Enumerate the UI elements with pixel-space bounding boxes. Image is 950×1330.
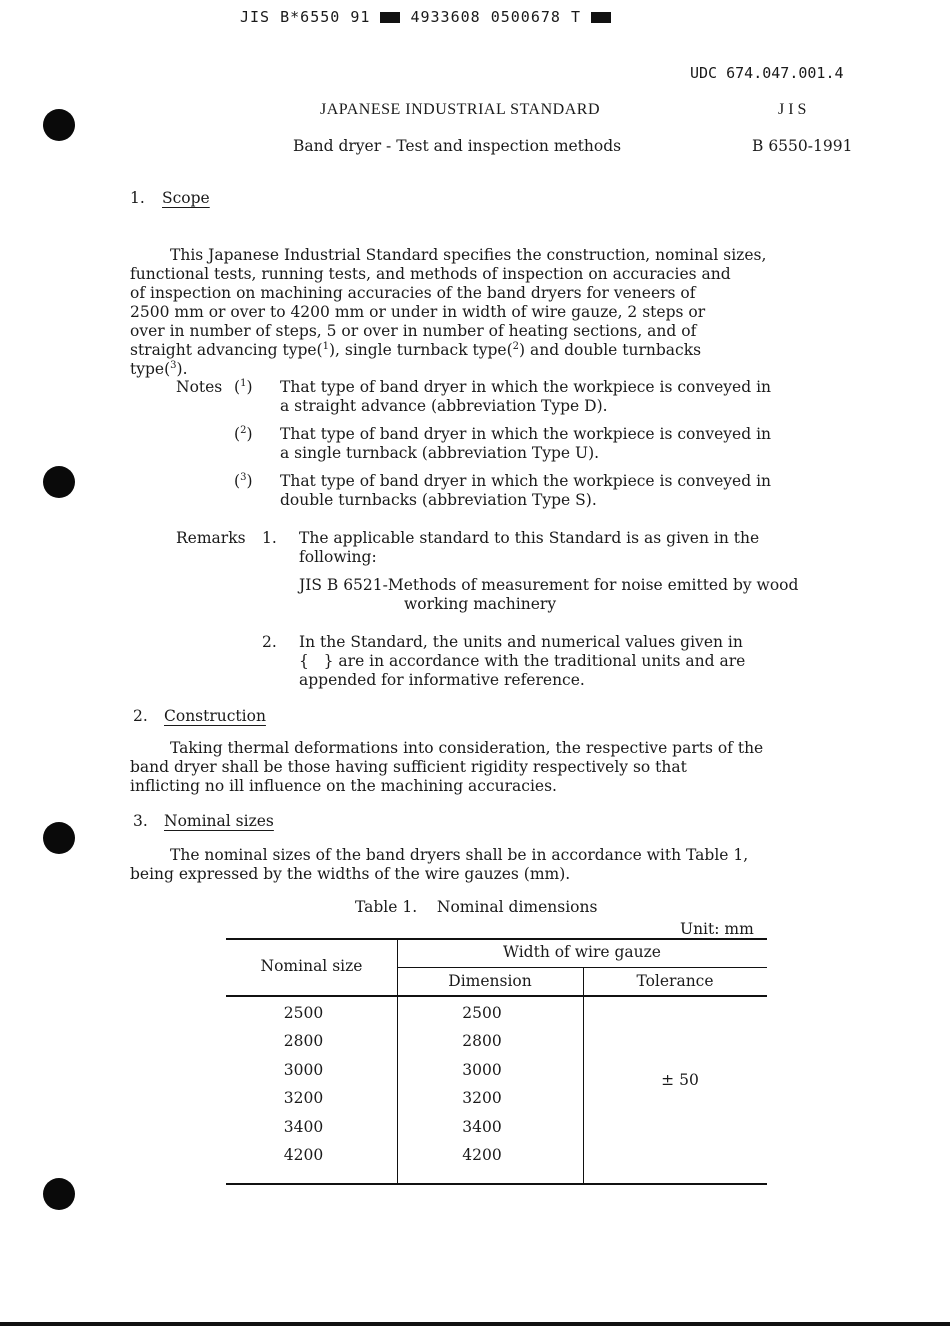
cell-dimension: 2800 [462, 1032, 502, 1050]
section3-heading: Nominal sizes [164, 812, 274, 830]
note-mark-number: 1 [240, 377, 247, 389]
note-line: double turnbacks (abbreviation Type S). [280, 491, 597, 509]
cell-tolerance: ± 50 [661, 1071, 699, 1089]
section3-number: 3. [133, 812, 148, 830]
caption-number: Table 1. [355, 898, 418, 916]
para-line: This Japanese Industrial Standard specifies the construction, nominal sizes, [170, 246, 767, 264]
note-text [280, 472, 771, 510]
reference-line: working machinery [404, 595, 557, 613]
remark1-number: 1. [262, 529, 277, 547]
footnote-ref: 2 [512, 340, 520, 352]
note-mark: ($^2$) [234, 424, 253, 443]
header-code-line [240, 8, 611, 26]
document-title: Band dryer - Test and inspection methods [293, 137, 622, 155]
note-text [280, 425, 771, 463]
text-run: type( [130, 360, 171, 378]
cell-nominal: 4200 [283, 1146, 324, 1164]
remark1-reference [299, 576, 798, 614]
note-mark: ($^3$) [234, 471, 253, 490]
udc-number: UDC 674.047.001.4 [690, 64, 844, 82]
footnote-ref: 1 [322, 340, 329, 352]
page-bottom-edge [0, 1322, 950, 1326]
cell-dimension: 2500 [462, 1004, 502, 1022]
section1-number: 1. [130, 189, 145, 207]
col-header-nominal: Nominal size [260, 957, 363, 975]
text-run: ). [176, 360, 188, 378]
remark-line: { } are in accordance with the traditional units and are [299, 652, 746, 670]
para-line [130, 341, 766, 360]
para-line: of inspection on machining accuracies of the band dryers for veneers of [130, 284, 696, 302]
punch-hole-3 [43, 822, 75, 854]
remark-line: following: [299, 548, 377, 566]
note-text [280, 378, 771, 416]
note-line: a single turnback (abbreviation Type U). [280, 444, 600, 462]
table1-caption [355, 898, 597, 917]
note-line: That type of band dryer in which the workpiece is conveyed in [280, 425, 772, 443]
note-line: That type of band dryer in which the workpiece is conveyed in [280, 472, 772, 490]
text-run: straight advancing type( [130, 341, 323, 359]
para-line: Taking thermal deformations into consideration, the respective parts of the [170, 739, 764, 757]
table-vrule-2 [583, 967, 584, 1184]
para-line: The nominal sizes of the band dryers shall be in accordance with Table 1, [170, 846, 749, 864]
cell-nominal: 3000 [283, 1061, 324, 1079]
para-line: functional tests, running tests, and methods of inspection on accuracies and [130, 265, 731, 283]
cell-dimension: 3000 [462, 1061, 502, 1079]
section1-paragraph [130, 227, 766, 398]
punch-hole-4 [43, 1178, 75, 1210]
section1-heading: Scope [162, 189, 210, 207]
para-line: band dryer shall be those having sufficient rigidity respectively so that [130, 758, 687, 776]
text-run: ) and double turnbacks [519, 341, 702, 359]
notes-label: Notes [176, 378, 223, 396]
cell-dimension: 3400 [462, 1118, 502, 1136]
cell-nominal: 3200 [283, 1089, 324, 1107]
redaction-bar-1 [380, 12, 400, 23]
para-line: 2500 mm or over to 4200 mm or under in width of wire gauze, 2 steps or [130, 303, 706, 321]
cell-nominal: 2500 [283, 1004, 324, 1022]
col-header-dimension: Dimension [448, 972, 532, 990]
table-top-rule [226, 938, 767, 940]
remark-line: In the Standard, the units and numerical values given in [299, 633, 743, 651]
note-mark: ($^1$) [234, 377, 253, 396]
caption-title: Nominal dimensions [436, 898, 598, 916]
section2-paragraph [130, 739, 763, 796]
remark2-text [299, 633, 745, 690]
remark-line: appended for informative reference. [299, 671, 585, 689]
document-number: B 6550-1991 [752, 137, 853, 155]
para-line [130, 360, 766, 379]
table-header-rule [226, 995, 767, 997]
table-group-rule [397, 967, 767, 968]
col-header-tolerance: Tolerance [636, 972, 714, 990]
table-bottom-rule [226, 1183, 767, 1185]
note-mark-number: 3 [240, 471, 247, 483]
redaction-bar-2 [591, 12, 611, 23]
section3-paragraph [130, 846, 748, 884]
section2-heading: Construction [164, 707, 266, 725]
cell-nominal: 2800 [283, 1032, 324, 1050]
remark1-text [299, 529, 759, 567]
remark2-number: 2. [262, 633, 277, 651]
standard-title: JAPANESE INDUSTRIAL STANDARD [320, 101, 600, 118]
para-line: over in number of steps, 5 or over in number of heating sections, and of [130, 322, 697, 340]
remark-line: The applicable standard to this Standard is as given in the [299, 529, 760, 547]
remarks-label: Remarks [176, 529, 246, 547]
footnote-ref: 3 [170, 359, 177, 371]
code-line-part1: JIS B*6550 91 [240, 8, 371, 26]
para-line: being expressed by the widths of the wire gauzes (mm). [130, 865, 571, 883]
para-line: inflicting no ill influence on the machining accuracies. [130, 777, 557, 795]
note-line: a straight advance (abbreviation Type D). [280, 397, 608, 415]
jis-mark: J I S [778, 101, 807, 118]
table1-unit: Unit: mm [680, 920, 754, 938]
col-header-group: Width of wire gauze [503, 943, 661, 961]
reference-line: JIS B 6521-Methods of measurement for noise emitted by wood [299, 576, 799, 594]
punch-hole-1 [43, 109, 75, 141]
cell-dimension: 3200 [462, 1089, 502, 1107]
cell-dimension: 4200 [462, 1146, 502, 1164]
note-line: That type of band dryer in which the workpiece is conveyed in [280, 378, 772, 396]
punch-hole-2 [43, 466, 75, 498]
cell-nominal: 3400 [283, 1118, 324, 1136]
section2-number: 2. [133, 707, 148, 725]
code-line-part2: 4933608 0500678 T [410, 8, 581, 26]
text-run: ), single turnback type( [328, 341, 513, 359]
note-mark-number: 2 [240, 424, 247, 436]
